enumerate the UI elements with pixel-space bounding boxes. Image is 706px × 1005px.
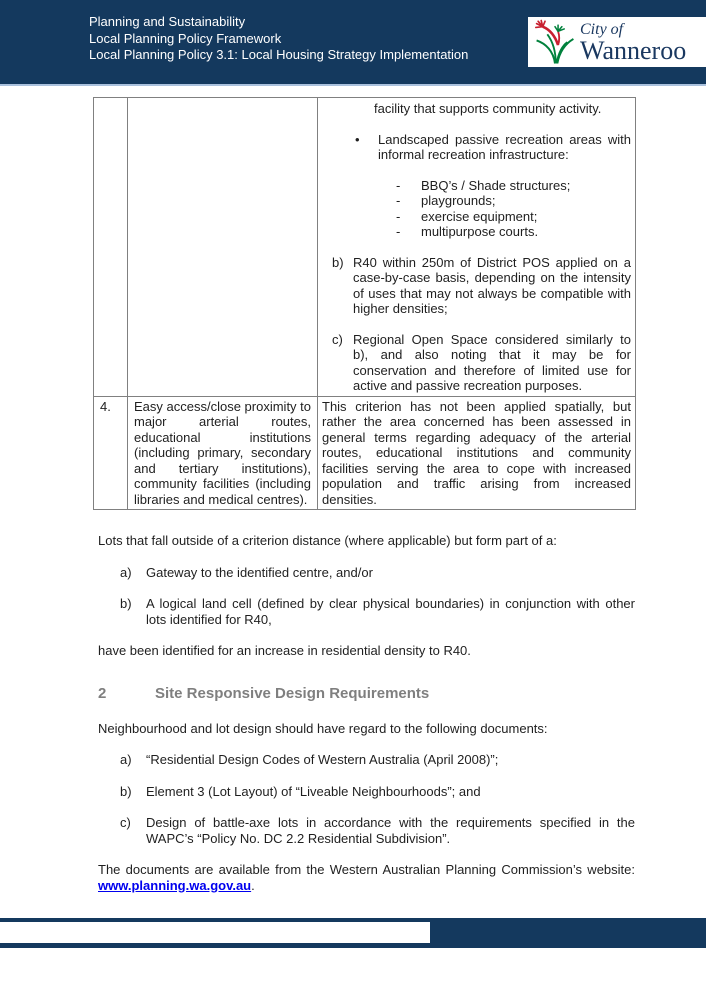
document-header (0, 0, 706, 86)
bullet-glyph: • (355, 131, 360, 147)
item-label: a) (120, 564, 132, 580)
item-text: Regional Open Space considered similarly to b), and also noting that it may be for conservation and therefore of limited use for active and passive recreation purposes. (353, 331, 631, 393)
item-label: b) (120, 783, 132, 799)
row4-number-cell: 4. (94, 396, 128, 510)
dash-item-text: exercise equipment; (421, 208, 538, 224)
dash-item-text: multipurpose courts. (421, 224, 539, 239)
lots-item-a (120, 565, 635, 581)
header-line-framework: Local Planning Policy Framework (89, 30, 282, 46)
availability-text-pre: The documents are available from the Western Australian Planning Commission’s website: (98, 862, 635, 877)
item-label: c) (332, 331, 343, 347)
dash-sublist (396, 178, 631, 240)
dash-glyph: - (396, 224, 401, 239)
lots-item-b (120, 596, 635, 627)
header-line-department: Planning and Sustainability (89, 14, 246, 29)
design-doc-item-c (120, 815, 635, 846)
item-text: “Residential Design Codes of Western Australia (April 2008)”; (146, 752, 499, 767)
list-item (396, 178, 631, 194)
continuation-number-cell (94, 98, 128, 397)
dash-glyph: - (396, 193, 401, 208)
logo-city-of-text: City of (580, 20, 624, 38)
page-footer (0, 918, 706, 948)
item-text: A logical land cell (defined by clear physical boundaries) in conjunction with other lots identified for R40, (146, 596, 635, 627)
item-label: a) (120, 752, 132, 767)
footer-white-panel (0, 918, 430, 948)
item-text: Gateway to the identified centre, and/or (146, 564, 373, 580)
item-text: R40 within 250m of District POS applied on a case-by-case basis, depending on the intensity of uses that may not always be compatible with higher densities; (353, 254, 631, 316)
lots-outro-paragraph: have been identified for an increase in residential density to R40. (98, 643, 471, 658)
lots-intro-paragraph: Lots that fall outside of a criterion distance (where applicable) but form part of a: (98, 533, 557, 548)
kangaroo-paw-icon (532, 19, 578, 65)
dash-glyph: - (396, 177, 401, 193)
header-title-block (89, 14, 468, 64)
dash-glyph: - (396, 208, 401, 224)
item-text: Element 3 (Lot Layout) of “Liveable Neighbourhoods”; and (146, 783, 481, 799)
footer-navy-panel (430, 918, 706, 948)
section-2-intro-paragraph: Neighbourhood and lot design should have regard to the following documents: (98, 720, 548, 736)
continuation-criterion-cell (128, 98, 318, 397)
item-label: b) (332, 254, 344, 270)
lettered-item-c (332, 332, 631, 394)
bullet-item (355, 132, 631, 163)
row4-criterion-cell: Easy access/close proximity to major arterial routes, educational institutions (including primary, secondary and tertiary institutions), community facilities (including libraries and medical centres). (128, 396, 318, 510)
table-row-continuation (94, 98, 636, 397)
logo-wordmark (580, 22, 686, 63)
row4-comment-cell: This criterion has not been applied spatially, but rather the area concerned has been assessed in general terms regarding adequacy of the arterial routes, educational institutions and community facilities serving the area to cope with increased population and traffic arising from increased densities. (318, 396, 636, 510)
section-number: 2 (98, 684, 107, 702)
header-line-policy: Local Planning Policy 3.1: Local Housing Strategy Implementation (89, 47, 469, 62)
dash-item-text: playgrounds; (421, 193, 496, 208)
item-label: b) (120, 596, 132, 611)
list-item (396, 224, 631, 240)
planning-website-link[interactable]: www.planning.wa.gov.au (98, 877, 252, 893)
table-row-4 (94, 396, 636, 510)
list-item (396, 193, 631, 209)
section-title: Site Responsive Design Requirements (155, 684, 430, 702)
criteria-table (93, 97, 636, 510)
bullet-item-text: Landscaped passive recreation areas with informal recreation infrastructure: (378, 131, 631, 162)
item-text: Design of battle-axe lots in accordance with the requirements specified in the WAPC’s “Policy No. DC 2.2 Residential Subdivision”. (146, 815, 635, 846)
design-doc-item-b (120, 784, 635, 800)
city-of-wanneroo-logo (528, 17, 706, 67)
list-item (396, 209, 631, 225)
design-doc-item-a (120, 752, 635, 768)
lettered-item-b (332, 255, 631, 317)
availability-text-post: . (251, 877, 255, 893)
dash-item-text: BBQ’s / Shade structures; (421, 177, 571, 193)
bullet-overflow-line: facility that supports community activity. (374, 101, 602, 116)
continuation-comment-cell (318, 98, 636, 397)
body-content (98, 533, 635, 893)
documents-availability-paragraph (98, 862, 635, 893)
section-2-heading (98, 685, 635, 703)
item-label: c) (120, 815, 131, 830)
logo-wanneroo-text: Wanneroo (580, 35, 687, 65)
